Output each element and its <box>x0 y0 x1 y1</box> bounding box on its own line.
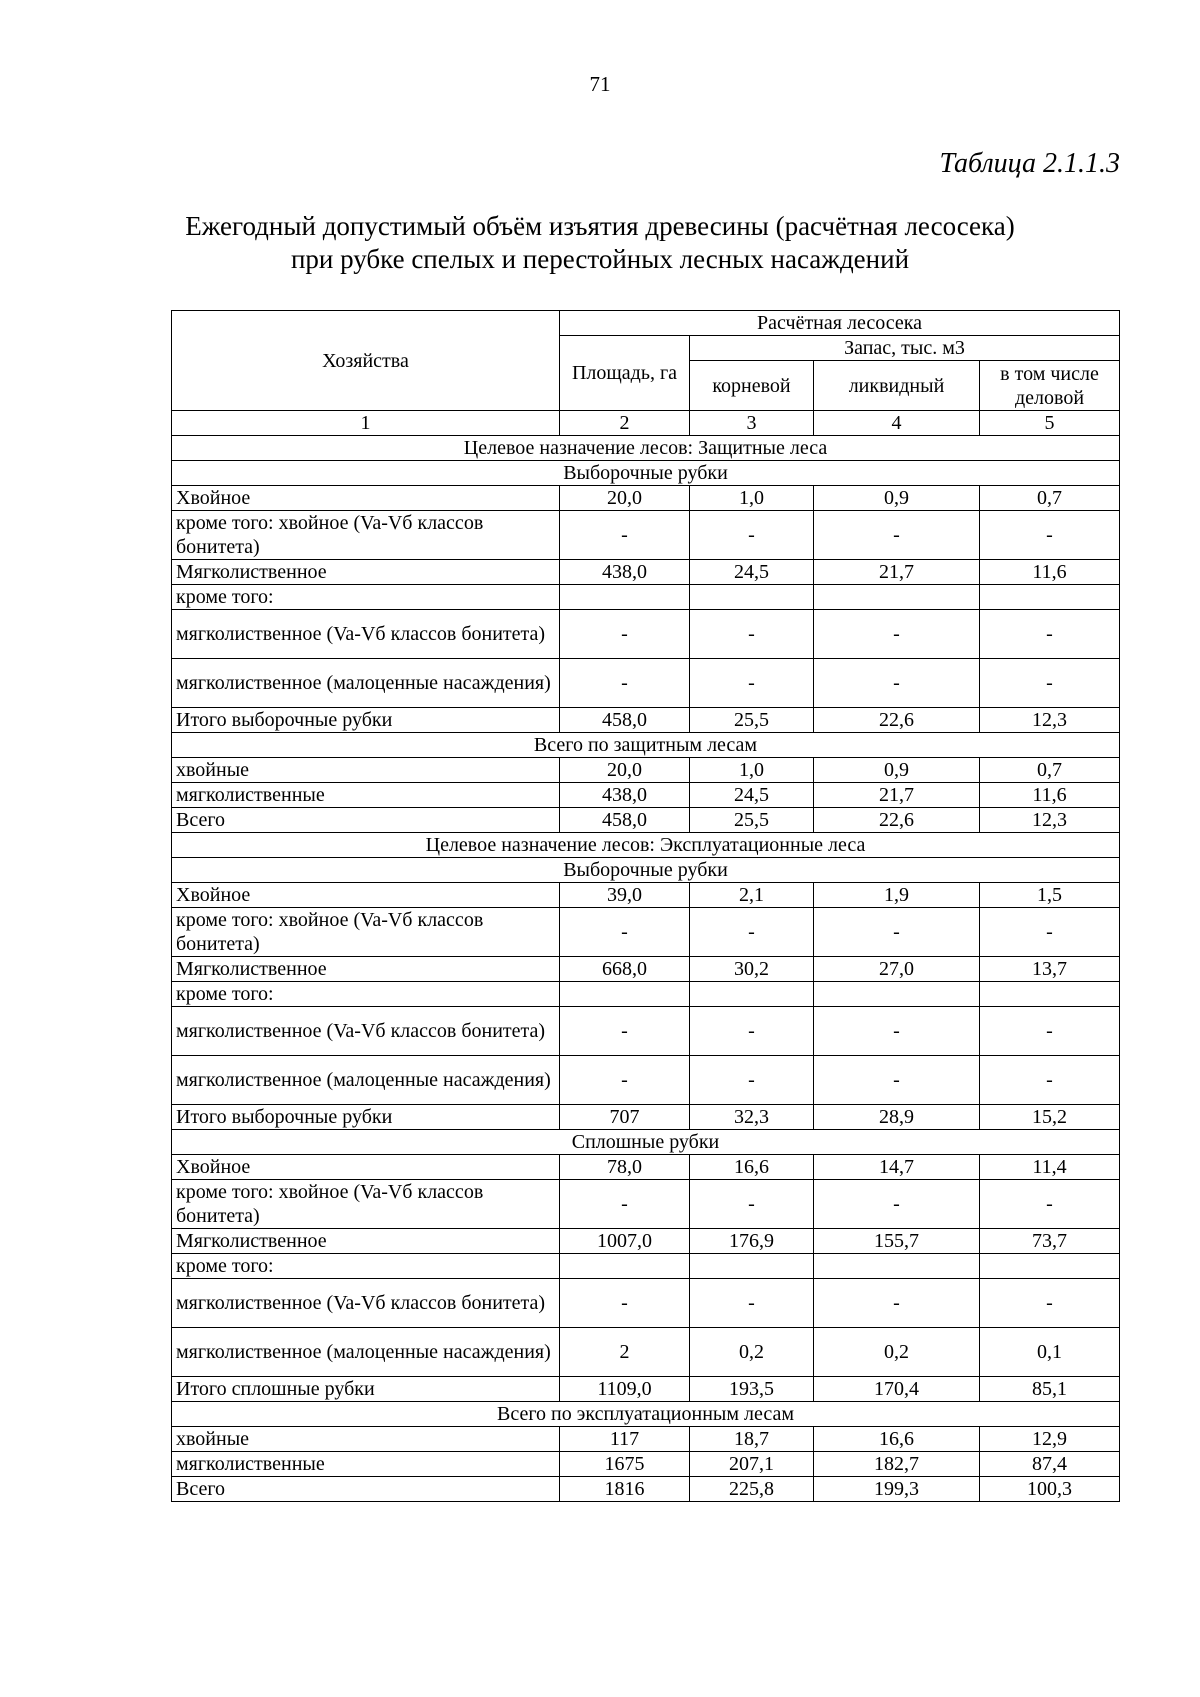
liquid-stock-cell: 199,3 <box>814 1477 980 1502</box>
row-name: кроме того: <box>172 1254 560 1279</box>
section-row <box>172 833 1120 858</box>
column-number: 1 <box>172 411 560 436</box>
row-name: кроме того: <box>172 982 560 1007</box>
area-cell: 1109,0 <box>560 1377 690 1402</box>
row-name: мягколиственные <box>172 783 560 808</box>
business-stock-cell: 11,6 <box>980 560 1120 585</box>
business-stock-cell: 100,3 <box>980 1477 1120 1502</box>
row-name: Хвойное <box>172 486 560 511</box>
row-name: Хвойное <box>172 1155 560 1180</box>
area-cell: 438,0 <box>560 560 690 585</box>
liquid-stock-cell: - <box>814 1279 980 1328</box>
area-cell: - <box>560 659 690 708</box>
table-row <box>172 1279 1120 1328</box>
row-name: Итого сплошные рубки <box>172 1377 560 1402</box>
row-name: хвойные <box>172 758 560 783</box>
header-root: корневой <box>690 361 814 411</box>
business-stock-cell: - <box>980 1180 1120 1229</box>
document-title <box>0 210 1200 276</box>
root-stock-cell <box>690 1254 814 1279</box>
area-cell: 707 <box>560 1105 690 1130</box>
liquid-stock-cell: 22,6 <box>814 708 980 733</box>
table-row <box>172 1477 1120 1502</box>
business-stock-cell <box>980 982 1120 1007</box>
business-stock-cell <box>980 585 1120 610</box>
column-number: 2 <box>560 411 690 436</box>
page-number: 71 <box>589 72 611 96</box>
section-row <box>172 1130 1120 1155</box>
row-name: Всего <box>172 1477 560 1502</box>
title-line-1: Ежегодный допустимый объём изъятия древесины (расчётная лесосека) <box>185 211 1015 241</box>
table-row <box>172 1452 1120 1477</box>
cutting-table <box>171 310 1120 1502</box>
liquid-stock-cell: 1,9 <box>814 883 980 908</box>
area-cell: - <box>560 610 690 659</box>
liquid-stock-cell: 28,9 <box>814 1105 980 1130</box>
liquid-stock-cell: 0,9 <box>814 486 980 511</box>
root-stock-cell: - <box>690 1056 814 1105</box>
area-cell: 1675 <box>560 1452 690 1477</box>
root-stock-cell: - <box>690 908 814 957</box>
row-name: кроме того: хвойное (Va-Vб классов бонитета) <box>172 511 560 560</box>
table-row <box>172 1056 1120 1105</box>
liquid-stock-cell: 170,4 <box>814 1377 980 1402</box>
root-stock-cell: 1,0 <box>690 486 814 511</box>
row-name: Мягколиственное <box>172 1229 560 1254</box>
liquid-stock-cell: 21,7 <box>814 560 980 585</box>
area-cell: 117 <box>560 1427 690 1452</box>
root-stock-cell <box>690 585 814 610</box>
business-stock-cell: - <box>980 511 1120 560</box>
liquid-stock-cell: - <box>814 1007 980 1056</box>
liquid-stock-cell: - <box>814 610 980 659</box>
area-cell: - <box>560 1056 690 1105</box>
business-stock-cell: 73,7 <box>980 1229 1120 1254</box>
business-stock-cell: 11,6 <box>980 783 1120 808</box>
header-farms: Хозяйства <box>172 311 560 411</box>
row-name: Итого выборочные рубки <box>172 1105 560 1130</box>
title-line-2: при рубке спелых и перестойных лесных насаждений <box>290 244 910 274</box>
root-stock-cell: 30,2 <box>690 957 814 982</box>
header-business: в том числе деловой <box>980 361 1120 411</box>
table-row <box>172 1105 1120 1130</box>
header-liquid: ликвидный <box>814 361 980 411</box>
root-stock-cell: 176,9 <box>690 1229 814 1254</box>
area-cell: 438,0 <box>560 783 690 808</box>
section-title: Целевое назначение лесов: Защитные леса <box>172 436 1120 461</box>
row-name: Мягколиственное <box>172 957 560 982</box>
row-name: мягколиственные <box>172 1452 560 1477</box>
header-stock: Запас, тыс. м3 <box>690 336 1120 361</box>
row-name: Мягколиственное <box>172 560 560 585</box>
table-row <box>172 708 1120 733</box>
liquid-stock-cell <box>814 1254 980 1279</box>
header-area: Площадь, га <box>560 336 690 411</box>
root-stock-cell: 24,5 <box>690 560 814 585</box>
liquid-stock-cell: 22,6 <box>814 808 980 833</box>
root-stock-cell: 25,5 <box>690 708 814 733</box>
table-row <box>172 808 1120 833</box>
table-row <box>172 585 1120 610</box>
liquid-stock-cell: 0,2 <box>814 1328 980 1377</box>
table-row <box>172 610 1120 659</box>
row-name: мягколиственное (малоценные насаждения) <box>172 659 560 708</box>
area-cell: - <box>560 1007 690 1056</box>
table-row <box>172 783 1120 808</box>
liquid-stock-cell <box>814 982 980 1007</box>
root-stock-cell: - <box>690 659 814 708</box>
business-stock-cell: 1,5 <box>980 883 1120 908</box>
area-cell: 458,0 <box>560 708 690 733</box>
row-name: Хвойное <box>172 883 560 908</box>
area-cell: - <box>560 908 690 957</box>
area-cell: - <box>560 1180 690 1229</box>
area-cell: 20,0 <box>560 486 690 511</box>
table-row <box>172 1180 1120 1229</box>
business-stock-cell: - <box>980 908 1120 957</box>
root-stock-cell: - <box>690 610 814 659</box>
section-row <box>172 733 1120 758</box>
business-stock-cell: - <box>980 659 1120 708</box>
section-row <box>172 461 1120 486</box>
area-cell: 39,0 <box>560 883 690 908</box>
table-row <box>172 659 1120 708</box>
section-title: Всего по защитным лесам <box>172 733 1120 758</box>
column-number: 3 <box>690 411 814 436</box>
business-stock-cell <box>980 1254 1120 1279</box>
business-stock-cell: 11,4 <box>980 1155 1120 1180</box>
row-name: Всего <box>172 808 560 833</box>
business-stock-cell: 85,1 <box>980 1377 1120 1402</box>
table-row <box>172 1007 1120 1056</box>
row-name: мягколиственное (Va-Vб классов бонитета) <box>172 610 560 659</box>
area-cell: 2 <box>560 1328 690 1377</box>
row-name: мягколиственное (малоценные насаждения) <box>172 1056 560 1105</box>
root-stock-cell: - <box>690 511 814 560</box>
root-stock-cell: 225,8 <box>690 1477 814 1502</box>
table-row <box>172 486 1120 511</box>
area-cell: 458,0 <box>560 808 690 833</box>
section-row <box>172 1402 1120 1427</box>
liquid-stock-cell: - <box>814 1056 980 1105</box>
liquid-stock-cell: - <box>814 908 980 957</box>
root-stock-cell <box>690 982 814 1007</box>
root-stock-cell: 16,6 <box>690 1155 814 1180</box>
business-stock-cell: 12,9 <box>980 1427 1120 1452</box>
row-name: Итого выборочные рубки <box>172 708 560 733</box>
table-row <box>172 957 1120 982</box>
row-name: мягколиственное (Va-Vб классов бонитета) <box>172 1007 560 1056</box>
business-stock-cell: 12,3 <box>980 808 1120 833</box>
liquid-stock-cell: 182,7 <box>814 1452 980 1477</box>
root-stock-cell: 32,3 <box>690 1105 814 1130</box>
area-cell: - <box>560 1279 690 1328</box>
row-name: кроме того: хвойное (Va-Vб классов бонитета) <box>172 1180 560 1229</box>
table-label: Таблица 2.1.1.3 <box>939 148 1120 179</box>
business-stock-cell: - <box>980 1007 1120 1056</box>
row-name: мягколиственное (Va-Vб классов бонитета) <box>172 1279 560 1328</box>
table-row <box>172 1427 1120 1452</box>
table-row <box>172 758 1120 783</box>
area-cell: 78,0 <box>560 1155 690 1180</box>
business-stock-cell: - <box>980 1056 1120 1105</box>
section-title: Целевое назначение лесов: Эксплуатационные леса <box>172 833 1120 858</box>
section-title: Выборочные рубки <box>172 461 1120 486</box>
liquid-stock-cell: 14,7 <box>814 1155 980 1180</box>
row-name: мягколиственное (малоценные насаждения) <box>172 1328 560 1377</box>
table-row <box>172 560 1120 585</box>
root-stock-cell: 24,5 <box>690 783 814 808</box>
table-row <box>172 883 1120 908</box>
area-cell <box>560 1254 690 1279</box>
business-stock-cell: 15,2 <box>980 1105 1120 1130</box>
area-cell: 20,0 <box>560 758 690 783</box>
root-stock-cell: 25,5 <box>690 808 814 833</box>
table-row <box>172 1155 1120 1180</box>
section-row <box>172 436 1120 461</box>
table-row <box>172 1328 1120 1377</box>
table-row <box>172 982 1120 1007</box>
section-title: Всего по эксплуатационным лесам <box>172 1402 1120 1427</box>
root-stock-cell: - <box>690 1180 814 1229</box>
liquid-stock-cell: 155,7 <box>814 1229 980 1254</box>
liquid-stock-cell: 27,0 <box>814 957 980 982</box>
table-row <box>172 1229 1120 1254</box>
column-number: 4 <box>814 411 980 436</box>
root-stock-cell: - <box>690 1007 814 1056</box>
row-name: кроме того: хвойное (Va-Vб классов бонитета) <box>172 908 560 957</box>
liquid-stock-cell <box>814 585 980 610</box>
root-stock-cell: 1,0 <box>690 758 814 783</box>
liquid-stock-cell: 0,9 <box>814 758 980 783</box>
area-cell: 1007,0 <box>560 1229 690 1254</box>
business-stock-cell: 0,1 <box>980 1328 1120 1377</box>
table-body <box>172 436 1120 1502</box>
business-stock-cell: 0,7 <box>980 758 1120 783</box>
row-name: кроме того: <box>172 585 560 610</box>
root-stock-cell: 193,5 <box>690 1377 814 1402</box>
liquid-stock-cell: - <box>814 659 980 708</box>
root-stock-cell: 2,1 <box>690 883 814 908</box>
business-stock-cell: - <box>980 610 1120 659</box>
section-title: Выборочные рубки <box>172 858 1120 883</box>
table-row <box>172 908 1120 957</box>
header-cutting: Расчётная лесосека <box>560 311 1120 336</box>
section-title: Сплошные рубки <box>172 1130 1120 1155</box>
liquid-stock-cell: 21,7 <box>814 783 980 808</box>
table-row <box>172 1254 1120 1279</box>
table-row <box>172 1377 1120 1402</box>
table-header <box>172 311 1120 436</box>
liquid-stock-cell: 16,6 <box>814 1427 980 1452</box>
row-name: хвойные <box>172 1427 560 1452</box>
area-cell: 1816 <box>560 1477 690 1502</box>
root-stock-cell: 207,1 <box>690 1452 814 1477</box>
table-row <box>172 511 1120 560</box>
business-stock-cell: 13,7 <box>980 957 1120 982</box>
root-stock-cell: 0,2 <box>690 1328 814 1377</box>
business-stock-cell: 87,4 <box>980 1452 1120 1477</box>
area-cell <box>560 982 690 1007</box>
area-cell: 668,0 <box>560 957 690 982</box>
section-row <box>172 858 1120 883</box>
area-cell: - <box>560 511 690 560</box>
liquid-stock-cell: - <box>814 1180 980 1229</box>
root-stock-cell: - <box>690 1279 814 1328</box>
liquid-stock-cell: - <box>814 511 980 560</box>
root-stock-cell: 18,7 <box>690 1427 814 1452</box>
business-stock-cell: - <box>980 1279 1120 1328</box>
business-stock-cell: 12,3 <box>980 708 1120 733</box>
column-number: 5 <box>980 411 1120 436</box>
business-stock-cell: 0,7 <box>980 486 1120 511</box>
area-cell <box>560 585 690 610</box>
